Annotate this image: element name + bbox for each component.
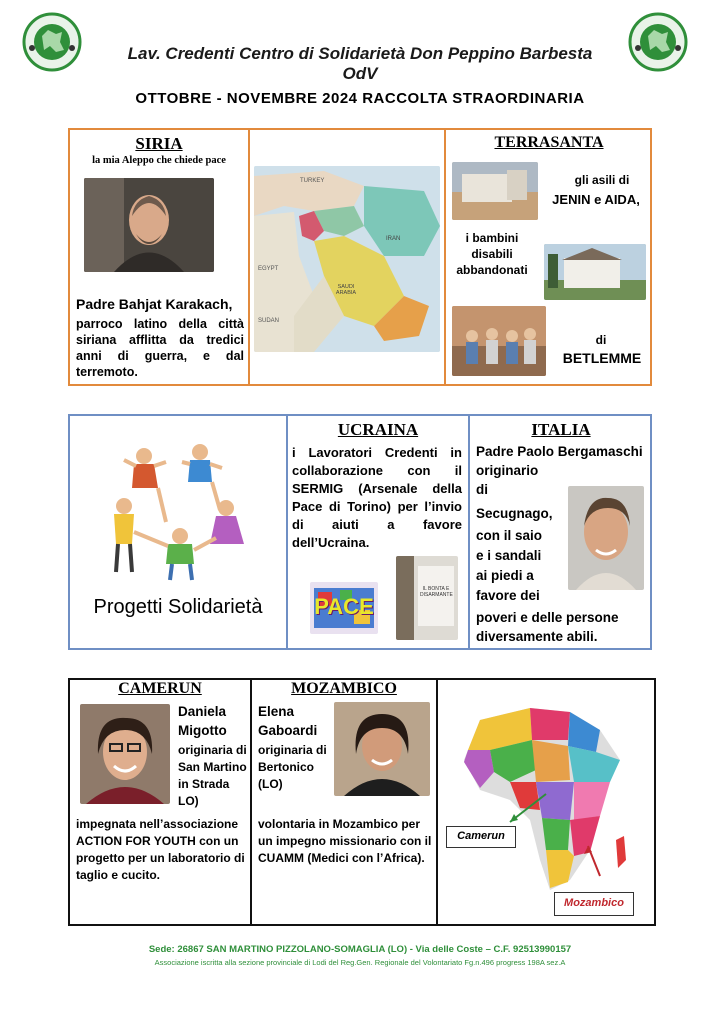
terrasanta-line3: i bambini disabili abbandonati [456, 231, 528, 277]
map-label-egypt: EGYPT [258, 266, 279, 272]
camerun-origin: originaria di San Martino in Strada LO) [178, 743, 247, 808]
sign-text: IL BONTA E DISARMANTE [420, 586, 453, 598]
italia-line5: e i sandali [476, 548, 542, 563]
terrasanta-line2: JENIN e AIDA, [552, 192, 640, 207]
photo-asilo-aida [544, 244, 646, 300]
map-label-iran: IRAN [386, 236, 401, 242]
italia-line1: Padre Paolo Bergamaschi originario [476, 444, 643, 478]
italia-line7: favore dei [476, 588, 540, 603]
siria-subtitle: la mia Aleppo che chiede pace [92, 155, 226, 166]
divider [248, 128, 250, 386]
children-circle-illustration [96, 432, 256, 582]
map-label-saudi: SAUDI ARABIA [335, 284, 357, 296]
map-label-mozambico: Mozambico [554, 892, 634, 916]
photo-padre-paolo [568, 486, 644, 590]
photo-elena-gaboardi [334, 702, 430, 796]
siria-description: parroco latino della città siriana afflitta da tredici anni di guerra, e dal terremoto. [76, 317, 244, 379]
divider [286, 414, 288, 650]
campaign-title: OTTOBRE - NOVEMBRE 2024 RACCOLTA STRAORDINARIA [135, 90, 585, 107]
italia-line6: ai piedi a [476, 568, 534, 583]
map-label-sudan: SUDAN [258, 318, 280, 324]
ucraina-title: UCRAINA [337, 420, 419, 439]
terrasanta-line1: gli asili di [574, 173, 630, 187]
divider [436, 678, 438, 926]
map-africa [450, 690, 650, 920]
footer-address: Sede: 26867 SAN MARTINO PIZZOLANO-SOMAGLIA (LO) - Via delle Coste – C.F. 92513990157 [148, 944, 572, 955]
pace-art-text: PACE [314, 594, 374, 619]
photo-padre-bahjat [84, 178, 214, 272]
map-middle-east [254, 166, 440, 352]
siria-name: Padre Bahjat Karakach, [76, 296, 233, 312]
italia-line3: Secugnago, [476, 506, 553, 521]
mozambico-name: Elena Gaboardi [258, 704, 318, 738]
mozambico-text: volontaria in Mozambico per un impegno missionario con il CUAMM (Medici con l’Africa). [258, 817, 432, 865]
pace-artwork [310, 582, 378, 634]
siria-title: SIRIA [135, 134, 183, 153]
divider [250, 678, 252, 926]
italia-line2: di [476, 482, 488, 497]
terrasanta-line5: BETLEMME [562, 350, 642, 366]
divider [444, 128, 446, 386]
italia-title: ITALIA [531, 420, 591, 439]
organization-name: Lav. Credenti Centro di Solidarietà Don Peppino Barbesta OdV [127, 44, 593, 83]
map-label-turkey: TURKEY [300, 178, 325, 184]
italia-line4: con il saio [476, 528, 543, 543]
divider [468, 414, 470, 650]
italia-line8: poveri e delle persone diversamente abili. [476, 610, 619, 644]
map-label-camerun: Camerun [446, 826, 516, 848]
org-logo-left [20, 10, 84, 74]
terrasanta-title: TERRASANTA [494, 134, 604, 151]
camerun-text: impegnata nell’associazione ACTION FOR YOUTH con un progetto per un laboratorio di taglio e cucito. [76, 817, 245, 882]
photo-asilo-jenin [452, 162, 538, 220]
terrasanta-line4: di [595, 333, 607, 347]
photo-bonta-disarmante [396, 556, 458, 640]
camerun-title: CAMERUN [118, 680, 202, 697]
mozambico-title: MOZAMBICO [291, 680, 397, 697]
mozambico-origin: originaria di Bertonico (LO) [258, 743, 327, 791]
camerun-name: Daniela Migotto [178, 704, 227, 738]
photo-bambini-betlemme [452, 306, 546, 376]
ucraina-text: i Lavoratori Credenti in collaborazione con il SERMIG (Arsenale della Pace di Torino) per l’invio di aiuti a favore dell’Ucraina. [292, 445, 462, 550]
photo-daniela-migotto [80, 704, 170, 804]
footer-registration: Associazione iscritta alla sezione provinciale di Lodi del Reg.Gen. Regionale del Volontariato Fg.n.496 progress 198A sez.A [154, 958, 566, 967]
org-logo-right [626, 10, 690, 74]
progetti-label: Progetti Solidarietà [93, 596, 263, 618]
